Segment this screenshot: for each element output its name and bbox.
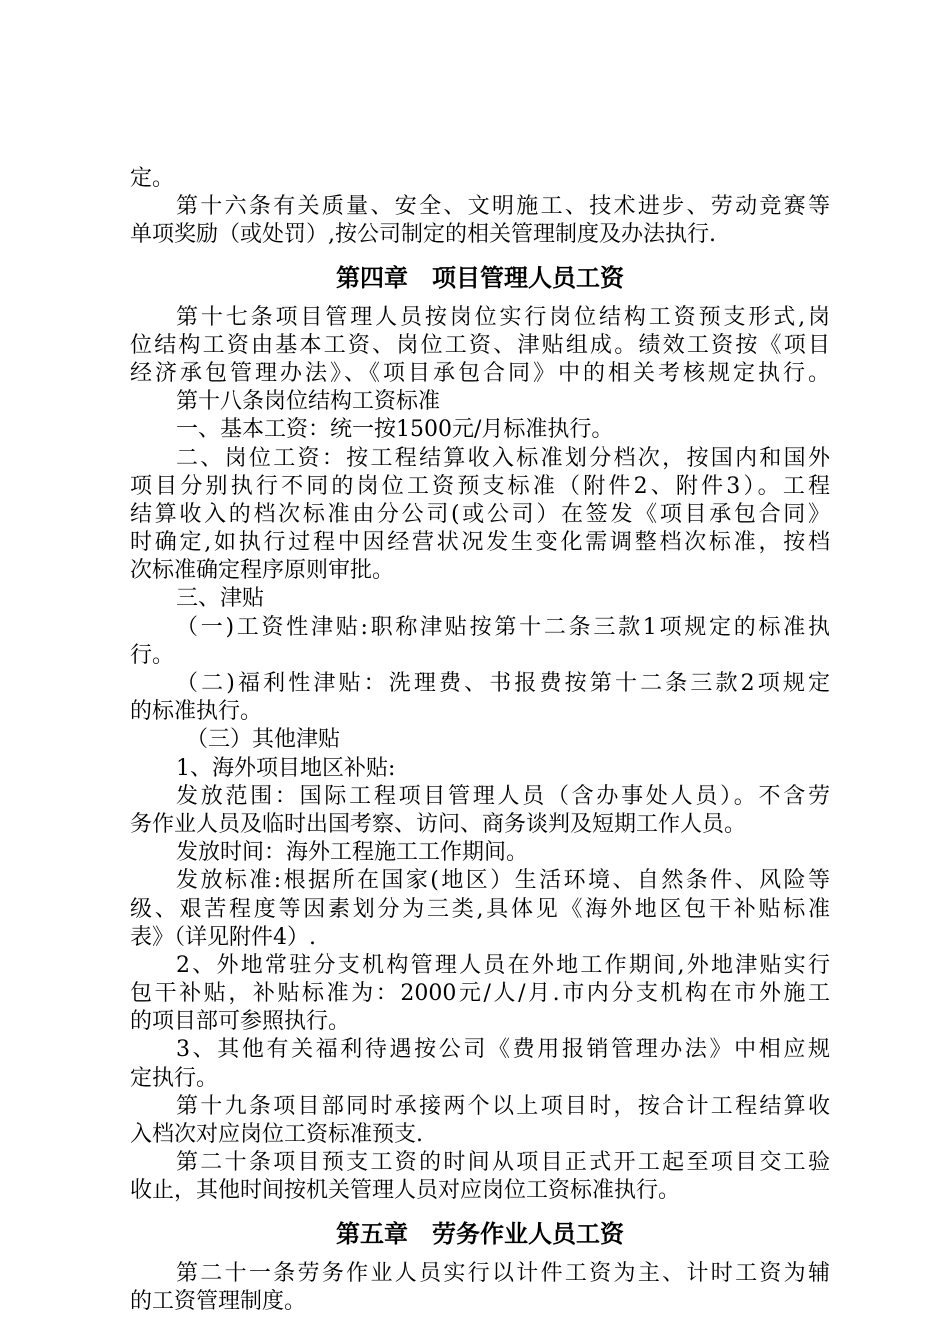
paragraph-line: 第二十条项目预支工资的时间从项目正式开工起至项目交工验	[176, 1150, 830, 1176]
paragraph-line: 项目分别执行不同的岗位工资预支标准（附件2、附件3）。工程	[130, 473, 830, 499]
paragraph-line: 第十六条有关质量、安全、文明施工、技术进步、劳动竞赛等	[176, 194, 830, 220]
paragraph-line: 二、岗位工资：按工程结算收入标准划分档次，按国内和国外	[176, 445, 830, 471]
paragraph-line: 第十八条岗位结构工资标准	[176, 389, 441, 415]
paragraph-line: 的项目部可参照执行。	[130, 1009, 351, 1035]
paragraph-line: 的标准执行。	[130, 699, 263, 725]
paragraph-line: 发放范围：国际工程项目管理人员（含办事处人员）。不含劳	[176, 783, 830, 809]
paragraph-line: 表》（详见附件4）.	[130, 924, 316, 950]
paragraph-line: （一)工资性津贴:职称津贴按第十二条三款1项规定的标准执	[176, 614, 830, 640]
paragraph-line: 包干补贴，补贴标准为：2000元/人/月.市内分支机构在市外施工	[130, 981, 830, 1007]
paragraph-line: 一、基本工资：统一按1500元/月标准执行。	[176, 417, 614, 443]
paragraph-line: 入档次对应岗位工资标准预支.	[130, 1122, 423, 1147]
paragraph-line: 收止，其他时间按机关管理人员对应岗位工资标准执行。	[130, 1178, 681, 1204]
paragraph-line: 时确定,如执行过程中因经营状况发生变化需调整档次标准，按档	[130, 530, 830, 556]
paragraph-line: 级、艰苦程度等因素划分为三类,具体见《海外地区包干补贴标准	[130, 896, 830, 922]
paragraph-line: 第二十一条劳务作业人员实行以计件工资为主、计时工资为辅	[176, 1260, 830, 1286]
paragraph-line: 的工资管理制度。	[130, 1288, 307, 1314]
paragraph-line: 结算收入的档次标准由分公司(或公司）在签发《项目承包合同》	[130, 501, 830, 527]
paragraph-line: 2、外地常驻分支机构管理人员在外地工作期间,外地津贴实行	[176, 952, 830, 978]
paragraph-line: 3、其他有关福利待遇按公司《费用报销管理办法》中相应规	[176, 1037, 830, 1063]
paragraph-line: 务作业人员及临时出国考察、访问、商务谈判及短期工作人员。	[130, 811, 747, 837]
paragraph-line: 行。	[130, 642, 175, 668]
chapter-heading: 第四章 项目管理人员工资	[336, 263, 624, 292]
document-body	[130, 165, 830, 1316]
paragraph-line: 三、津贴	[176, 586, 265, 612]
paragraph-line: 经济承包管理办法》、《项目承包合同》中的相关考核规定执行。	[130, 360, 830, 386]
paragraph-line: 位结构工资由基本工资、岗位工资、津贴组成。绩效工资按《项目	[130, 332, 830, 358]
paragraph-line: （三）其他津贴	[186, 727, 341, 753]
paragraph-line: 定。	[130, 166, 175, 191]
paragraph-line: 第十九条项目部同时承接两个以上项目时，按合计工程结算收	[176, 1093, 830, 1119]
paragraph-line: 发放时间：海外工程施工工作期间。	[176, 840, 529, 866]
paragraph-line: 发放标准:根据所在国家(地区）生活环境、自然条件、风险等	[176, 868, 830, 894]
paragraph-line: （二)福利性津贴：洗理费、书报费按第十二条三款2项规定	[176, 671, 830, 696]
paragraph-line: 次标准确定程序原则审批。	[130, 558, 395, 584]
chapter-heading: 第五章 劳务作业人员工资	[336, 1219, 624, 1248]
paragraph-line: 定执行。	[130, 1065, 219, 1091]
paragraph-line: 1、海外项目地区补贴:	[176, 755, 396, 781]
paragraph-line: 单项奖励（或处罚）,按公司制定的相关管理制度及办法执行.	[130, 222, 716, 248]
paragraph-line: 第十七条项目管理人员按岗位实行岗位结构工资预支形式,岗	[176, 304, 830, 330]
